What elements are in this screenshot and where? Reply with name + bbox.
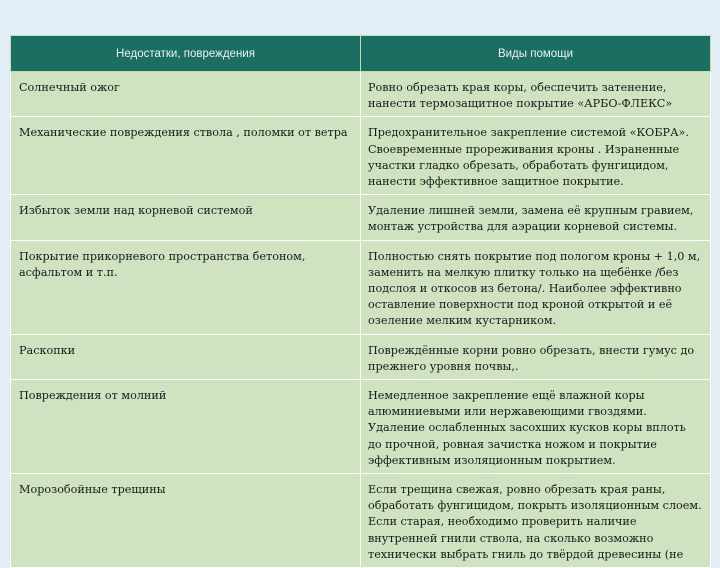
help-cell — [361, 117, 711, 195]
help-line: алюминиевыми или нержавеющими гвоздями. — [368, 405, 647, 419]
damage-text: Покрытие прикорневого пространства бетоном, — [19, 249, 306, 263]
damage-help-table — [10, 35, 711, 568]
damage-text: Морозобойные трещины — [19, 483, 166, 497]
help-line: участки гладко обрезать, обработать фунгицидом, — [368, 158, 669, 172]
damage-help-table-container — [10, 35, 710, 561]
help-line: обработать фунгицидом, покрыть изоляционным слоем. — [368, 499, 702, 513]
table-row — [11, 334, 711, 379]
header-damage: Недостатки, повреждения — [11, 36, 361, 72]
help-line: подслоя и откосов из бетона/. Наиболее эффективно — [368, 282, 682, 296]
damage-cell — [11, 117, 361, 195]
table-row — [11, 117, 711, 195]
help-line: Удаление ослабленных засохших кусков коры вплоть — [368, 421, 686, 435]
header-help: Виды помощи — [361, 36, 711, 72]
help-cell — [361, 474, 711, 568]
help-cell — [361, 195, 711, 240]
help-cell — [361, 380, 711, 474]
damage-cell — [11, 195, 361, 240]
damage-text: Раскопки — [19, 343, 76, 357]
help-line: Ровно обрезать края коры, обеспечить затенение, — [368, 81, 667, 94]
damage-cell — [11, 240, 361, 334]
damage-text: Солнечный ожог — [19, 81, 120, 94]
help-line: Полностью снять покрытие под пологом кроны + 1,0 м, — [368, 249, 701, 263]
table-row — [11, 380, 711, 474]
help-line: прежнего уровня почвы,. — [368, 359, 519, 373]
help-cell — [361, 72, 711, 117]
help-line: до прочной, ровная зачистка ножом и покрытие — [368, 437, 657, 451]
help-line: Своевременные прореживания кроны . Израненные — [368, 142, 680, 156]
help-line: Если трещина свежая, ровно обрезать края раны, — [368, 483, 666, 497]
table-header-row — [11, 36, 711, 72]
damage-cell — [11, 72, 361, 117]
help-line: Повреждённые корни ровно обрезать, внести гумус до — [368, 343, 695, 357]
help-line: Предохранительное закрепление системой «КОБРА». — [368, 126, 689, 140]
help-line: озеление мелким кустарником. — [368, 314, 557, 328]
table-row — [11, 240, 711, 334]
help-line: эффективным изоляционным покрытием. — [368, 453, 616, 467]
help-cell — [361, 334, 711, 379]
help-line: нанести термозащитное покрытие «АРБО-ФЛЕКС» — [368, 97, 673, 111]
help-line: заменить на мелкую плитку только на щебёнке /без — [368, 265, 679, 279]
damage-cell — [11, 334, 361, 379]
help-line: Если старая, необходимо проверить наличие — [368, 515, 637, 529]
help-cell — [361, 240, 711, 334]
help-line: оставление поверхности под кроной открытой и её — [368, 298, 673, 312]
table-row — [11, 72, 711, 117]
damage-cell — [11, 380, 361, 474]
help-line: внутренней гнили ствола, на сколько возможно — [368, 531, 654, 545]
damage-text: Повреждения от молний — [19, 389, 167, 403]
damage-cell — [11, 474, 361, 568]
table-row — [11, 474, 711, 568]
damage-text: Механические повреждения ствола , поломки от ветра — [19, 126, 348, 140]
help-line: технически выбрать гниль до твёрдой древесины (не — [368, 547, 684, 561]
help-line: Удаление лишней земли, замена её крупным гравием, — [368, 204, 694, 218]
help-line: монтаж устройства для аэрации корневой системы. — [368, 220, 677, 234]
help-line: нанести эффективное защитное покрытие. — [368, 175, 624, 189]
damage-text: асфальтом и т.п. — [19, 265, 118, 279]
damage-text: Избыток земли над корневой системой — [19, 204, 253, 218]
table-row — [11, 195, 711, 240]
help-line: Немедленное закрепление ещё влажной коры — [368, 389, 645, 403]
